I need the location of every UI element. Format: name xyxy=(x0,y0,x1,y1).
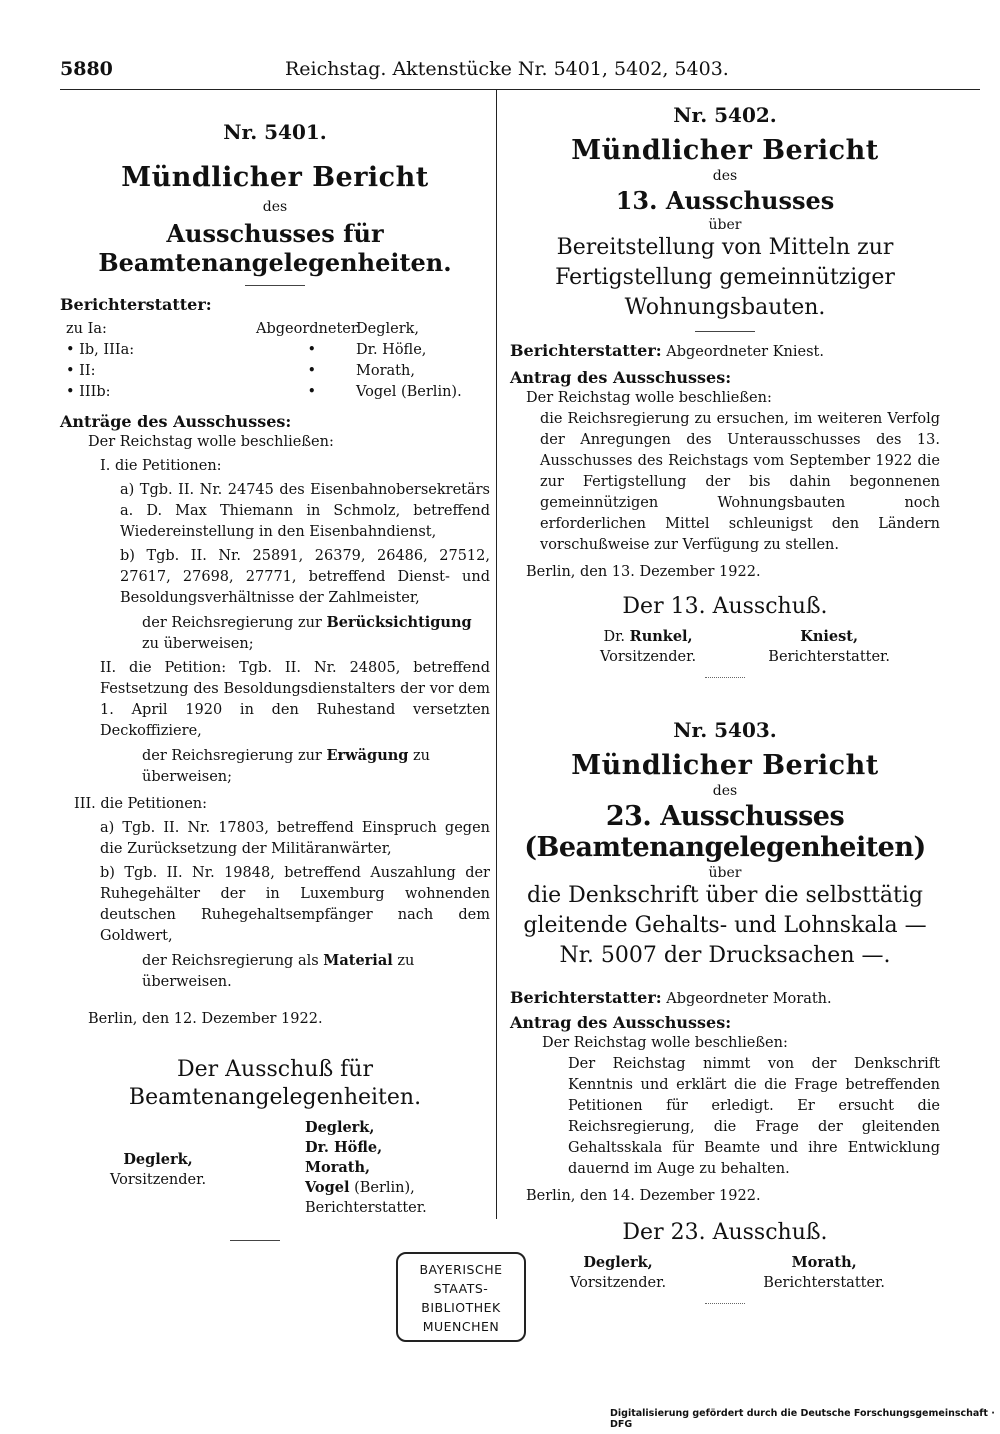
report-date: Berlin, den 13. Dezember 1922. xyxy=(526,564,761,580)
end-rule xyxy=(705,1303,745,1304)
reporter-sign-name: Morath, xyxy=(791,1254,857,1271)
resolve-line: Der Reichstag wolle beschließen: xyxy=(542,1035,788,1051)
committee-name: 23. Ausschusses (Beamtenangelegenheiten) xyxy=(524,801,926,863)
reporter-scope: zu Ia: xyxy=(66,321,107,337)
resolution-post: zu überweisen; xyxy=(142,636,254,652)
reporter-title: • xyxy=(307,363,316,379)
reporter-line xyxy=(510,340,940,363)
resolution-post: zu überweisen. xyxy=(142,953,415,990)
reporter-row xyxy=(66,340,490,361)
resolution-keyword: Berücksichtigung xyxy=(326,614,472,631)
column-divider xyxy=(496,89,497,1219)
motion-body: die Reichsregierung zu ersuchen, im weiteren Verfolg der Anregungen des Unterausschusses des 13. Ausschusses des Reichstags vom September 1922 die zur Fertigstellung der bis dahin begonnenen gemeinnützigen Wohnungsbauten noch erforderlichen Mittel schleunigst den Ländern vorschußweise zur Verfügung zu stellen. xyxy=(540,411,940,553)
report-number: Nr. 5403. xyxy=(673,718,777,742)
end-rule xyxy=(705,677,745,678)
reporters-table xyxy=(66,319,490,403)
chair-name: Runkel, xyxy=(629,628,693,645)
signatures xyxy=(60,1118,490,1228)
separator xyxy=(245,285,305,286)
report-subject: die Denkschrift über die selbsttätig gleitende Gehalts- und Lohnskala — Nr. 5007 der Drucksachen —. xyxy=(523,883,927,968)
reporter-signature xyxy=(768,627,890,667)
chair-role: Vorsitzender. xyxy=(570,1275,667,1291)
reporter-title: • xyxy=(307,384,316,400)
end-rule xyxy=(230,1240,280,1241)
reporter-name: Abgeordneter Kniest. xyxy=(666,344,824,360)
reporter-sign-2: Dr. Höfle, xyxy=(305,1139,383,1156)
signatures xyxy=(600,627,890,667)
section-1-resolution xyxy=(142,612,490,655)
resolution-keyword: Material xyxy=(323,952,393,969)
section-2: II. die Petition: Tgb. II. Nr. 24805, betreffend Festsetzung des Besoldungsdienstalters der vor dem 1. April 1920 in den Ruhestand versetzten Deckoffiziere, xyxy=(100,660,490,739)
motion-label: Antrag des Ausschusses: xyxy=(510,368,732,387)
separator xyxy=(695,331,755,332)
committee-signature: Der 23. Ausschuß. xyxy=(622,1220,828,1245)
signatures xyxy=(570,1253,885,1293)
reporter-scope: • II: xyxy=(66,363,96,379)
reporter-signature xyxy=(763,1253,885,1293)
chair-role: Vorsitzender. xyxy=(600,649,697,665)
resolve-line: Der Reichstag wolle beschließen: xyxy=(526,390,772,406)
section-2-resolution xyxy=(142,745,490,788)
section-3b: b) Tgb. II. Nr. 19848, betreffend Auszahlung der Ruhegehälter der in Luxemburg wohnenden deutschen Ruhegehaltsempfänger nach dem Goldwert, xyxy=(100,865,490,944)
reporter-row xyxy=(66,382,490,403)
header-title: Reichstag. Aktenstücke Nr. 5401, 5402, 5403. xyxy=(285,58,729,80)
reporter-sign-name: Kniest, xyxy=(800,628,859,645)
chair-role: Vorsitzender. xyxy=(110,1172,207,1188)
reporter-name: Abgeordneter Morath. xyxy=(666,991,832,1007)
reporter-label: Berichterstatter: xyxy=(510,341,662,360)
chair-signature xyxy=(600,627,696,667)
stamp-line-2: STAATS- xyxy=(433,1281,489,1296)
motion-label: Antrag des Ausschusses: xyxy=(510,1013,732,1032)
chair-signature xyxy=(110,1150,206,1190)
chair-name: Deglerk, xyxy=(123,1151,193,1168)
chair-title: Dr. xyxy=(603,629,626,645)
report-date: Berlin, den 14. Dezember 1922. xyxy=(526,1188,761,1204)
reporter-row xyxy=(66,319,490,340)
report-number: Nr. 5402. xyxy=(673,103,777,127)
report-title: Mündlicher Bericht xyxy=(121,162,429,193)
chair-name: Deglerk, xyxy=(583,1254,653,1271)
stamp-line-3: BIBLIOTHEK xyxy=(421,1300,501,1315)
reporter-name: Dr. Höfle, xyxy=(356,342,427,358)
des-label: des xyxy=(712,168,738,184)
report-title: Mündlicher Bericht xyxy=(571,750,879,781)
reporter-sign-4 xyxy=(305,1178,427,1198)
report-5402 xyxy=(510,103,940,688)
reporter-row xyxy=(66,361,490,382)
section-3a: a) Tgb. II. Nr. 17803, betreffend Einspruch gegen die Zurücksetzung der Militäranwärter, xyxy=(100,820,490,857)
committee-signature: Der 13. Ausschuß. xyxy=(622,594,828,619)
report-date: Berlin, den 12. Dezember 1922. xyxy=(88,1011,323,1027)
reporter-line xyxy=(510,987,940,1010)
reporter-role: Berichterstatter. xyxy=(763,1275,885,1291)
header-rule xyxy=(60,89,980,90)
reporter-sign-4-place: (Berlin), xyxy=(354,1180,415,1196)
ueber-label: über xyxy=(708,217,742,233)
digitization-footer: Digitalisierung gefördert durch die Deutsche Forschungsgemeinschaft · DFG xyxy=(610,1408,995,1430)
stamp-line-1: BAYERISCHE xyxy=(419,1262,503,1277)
section-3-resolution xyxy=(142,950,490,993)
resolution-pre: der Reichsregierung als xyxy=(142,953,319,969)
reporters-role: Berichterstatter. xyxy=(305,1200,427,1216)
reporter-scope: • IIIb: xyxy=(66,384,111,400)
page-number: 5880 xyxy=(60,58,113,80)
section-1b: b) Tgb. II. Nr. 25891, 26379, 26486, 27512, 27617, 27698, 27771, betreffend Dienst- und Besoldungsverhältnisse der Zahlmeister, xyxy=(120,548,490,606)
ueber-label: über xyxy=(708,865,742,881)
report-subject: Bereitstellung von Mitteln zur Fertigstellung gemeinnütziger Wohnungsbauten. xyxy=(555,235,895,320)
reporters-label: Berichterstatter: xyxy=(60,295,212,314)
resolution-pre: der Reichsregierung zur xyxy=(142,615,322,631)
des-label: des xyxy=(712,783,738,799)
motions-label: Anträge des Ausschusses: xyxy=(60,412,292,431)
resolution-pre: der Reichsregierung zur xyxy=(142,748,322,764)
resolution-post: zu überweisen; xyxy=(142,748,431,785)
reporter-title: • xyxy=(307,342,316,358)
committee-name: Ausschusses für Beamtenangelegenheiten. xyxy=(98,219,452,277)
reporter-name: Deglerk, xyxy=(356,321,420,337)
chair-signature xyxy=(570,1253,666,1293)
resolve-line: Der Reichstag wolle beschließen: xyxy=(88,434,334,450)
committee-name: 13. Ausschusses xyxy=(615,186,835,215)
resolution-keyword: Erwägung xyxy=(326,747,409,764)
reporter-title: Abgeordneter xyxy=(256,321,358,337)
report-5401 xyxy=(60,120,490,1241)
library-stamp xyxy=(396,1252,526,1342)
reporter-scope: • Ib, IIIa: xyxy=(66,342,135,358)
reporter-sign-1: Deglerk, xyxy=(305,1119,375,1136)
section-1: I. die Petitionen: xyxy=(100,458,222,474)
reporter-role: Berichterstatter. xyxy=(768,649,890,665)
section-1a: a) Tgb. II. Nr. 24745 des Eisenbahnobersekretärs a. D. Max Thiemann in Schmolz, betreffend Wiedereinstellung in den Eisenbahndienst, xyxy=(120,482,490,540)
reporter-name: Vogel (Berlin). xyxy=(356,384,462,400)
reporter-sign-3: Morath, xyxy=(305,1159,371,1176)
report-title: Mündlicher Bericht xyxy=(571,135,879,166)
report-5403 xyxy=(510,718,940,1314)
des-label: des xyxy=(262,199,288,215)
page-header xyxy=(60,58,1000,88)
report-number: Nr. 5401. xyxy=(223,120,327,144)
motion-body: Der Reichstag nimmt von der Denkschrift Kenntnis und erklärt die die Frage betreffenden Petitionen für erledigt. Er ersucht die Reichsregierung, die Frage der gleitenden Gehaltsskala für Beamte und ihre Entwicklung dauernd im Auge zu behalten. xyxy=(568,1056,940,1177)
reporters-signature xyxy=(305,1118,427,1218)
section-3: III. die Petitionen: xyxy=(74,796,207,812)
committee-signature: Der Ausschuß für Beamtenangelegenheiten. xyxy=(128,1057,422,1110)
reporter-sign-4-name: Vogel xyxy=(305,1179,350,1196)
reporter-label: Berichterstatter: xyxy=(510,988,662,1007)
reporter-name: Morath, xyxy=(356,363,415,379)
stamp-line-4: MUENCHEN xyxy=(422,1319,500,1334)
